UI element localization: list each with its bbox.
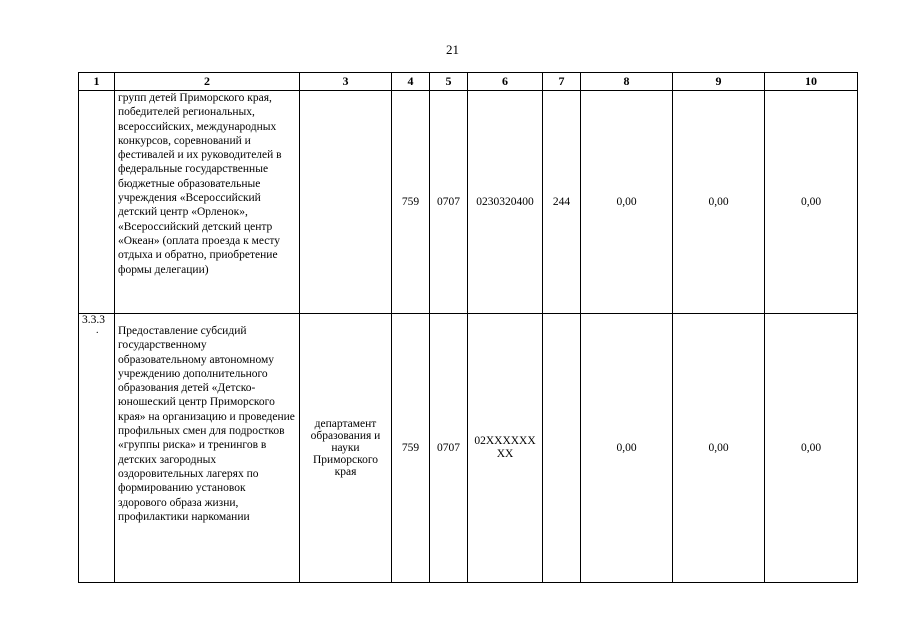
header-row <box>79 73 858 91</box>
table-row <box>79 91 858 314</box>
table-row <box>79 314 858 583</box>
row-description: Предоставление субсидий государственному образовательному автономному учреждению дополнительного образования детей «Детско-юношеский центр Приморского края» на организацию и проведение профильных смен для подростков «группы риска» и тренингов в детских загородных оздоровительных лагерях по формированию установок здорового образа жизни, профилактики наркомании <box>115 314 300 583</box>
row-expense-type <box>543 314 581 583</box>
row-expense-type: 244 <box>543 91 581 314</box>
row-amount-10: 0,00 <box>765 314 858 583</box>
column-header-5: 5 <box>430 73 468 91</box>
row-number <box>79 91 115 314</box>
row-amount-9: 0,00 <box>673 314 765 583</box>
page-number: 21 <box>446 42 459 57</box>
row-number-dot: . <box>96 325 99 336</box>
row-description: групп детей Приморского края, победителей региональных, всероссийских, международных конкурсов, соревнований и фестивалей и их руководителей в федеральные государственные бюджетные образовательные учреждения «Всероссийский детский центр «Орленок», «Всероссийский детский центр «Океан» (оплата проезда к месту отдыха и обратно, приобретение формы делегации) <box>115 91 300 314</box>
row-number: 3.3.3 <box>82 314 105 326</box>
row-target-code: 0230320400 <box>468 91 543 314</box>
row-target-code: 02XXXXXXXX <box>474 435 536 460</box>
column-header-1: 1 <box>79 73 115 91</box>
column-header-10: 10 <box>765 73 858 91</box>
row-ministry-code: 759 <box>392 91 430 314</box>
row-number-cell <box>79 314 115 583</box>
row-section-code: 0707 <box>430 314 468 583</box>
row-executor: департамент образования и науки Приморского края <box>300 314 392 583</box>
column-header-7: 7 <box>543 73 581 91</box>
row-amount-8: 0,00 <box>581 91 673 314</box>
column-header-6: 6 <box>468 73 543 91</box>
row-target-code-cell <box>468 314 543 583</box>
row-amount-8: 0,00 <box>581 314 673 583</box>
column-header-3: 3 <box>300 73 392 91</box>
budget-table <box>78 72 858 583</box>
column-header-9: 9 <box>673 73 765 91</box>
column-header-8: 8 <box>581 73 673 91</box>
row-amount-10: 0,00 <box>765 91 858 314</box>
row-executor <box>300 91 392 314</box>
column-header-4: 4 <box>392 73 430 91</box>
row-section-code: 0707 <box>430 91 468 314</box>
row-ministry-code: 759 <box>392 314 430 583</box>
row-amount-9: 0,00 <box>673 91 765 314</box>
column-header-2: 2 <box>115 73 300 91</box>
